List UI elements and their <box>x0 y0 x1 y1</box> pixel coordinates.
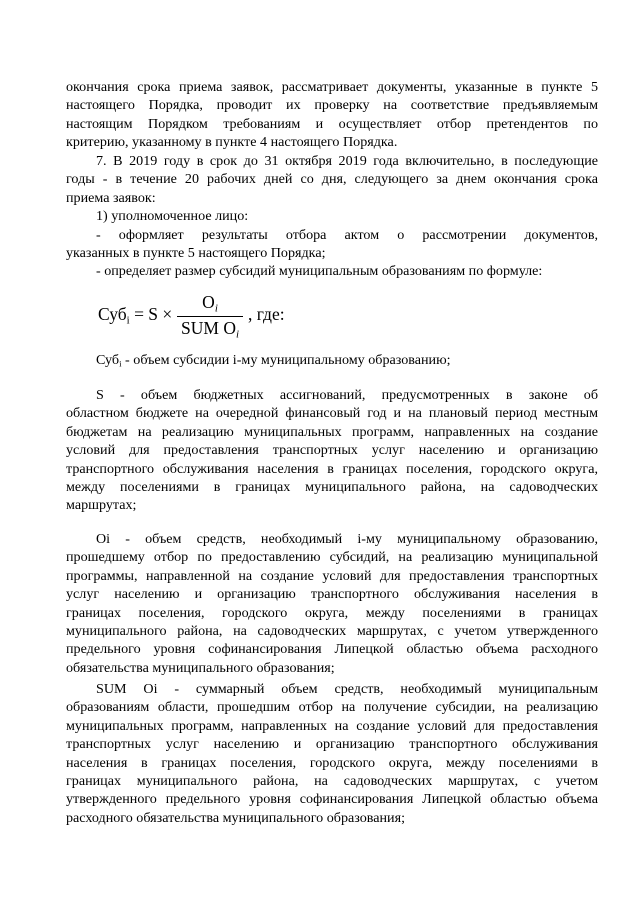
text-line: между поселениями в границах муниципального района, на садоводческих <box>66 479 598 496</box>
text-line: муниципального района, на садоводческих маршрутах, с учетом утвержденного <box>66 623 598 640</box>
text-line: предельного уровня софинансирования Липецкой областью объема расходного <box>66 641 598 658</box>
denominator-main: SUM O <box>181 318 236 338</box>
text-line: услуг населению и организацию транспортного обслуживания населения в <box>66 586 598 603</box>
denominator-sub: i <box>235 328 239 341</box>
numerator-main: O <box>202 292 215 312</box>
text-line: настоящим Порядком требованиям и осуществляет отбор претендентов по <box>66 115 598 132</box>
text-line <box>66 351 598 373</box>
text-line: границах поселения, городского округа, между поселениями в границах <box>66 604 598 621</box>
text-line: S - объем бюджетных ассигнований, предусмотренных в законе об <box>96 387 598 403</box>
text-line: годы - в течение 20 рабочих дней со дня, следующего за днем окончания срока <box>66 171 598 188</box>
text-line: транспортных услуг населению и организацию транспортного обслуживания <box>66 736 598 753</box>
text-line: утвержденного предельного уровня софинансирования Липецкой областью объема <box>66 791 598 808</box>
numerator-sub: i <box>214 302 218 315</box>
term: Суб <box>96 352 120 368</box>
text-line: образованиям области, прошедшим отбор на получение субсидии, на реализацию <box>66 699 598 716</box>
text-line: 7. В 2019 году в срок до 31 октября 2019 года включительно, в последующие <box>96 153 598 169</box>
definition-subsidy <box>66 351 598 373</box>
formula-eq: = S × <box>129 304 177 324</box>
definition-text: - объем субсидии i-му муниципальному образованию; <box>121 352 451 368</box>
text-line: критерию, указанному в пункте 4 настоящего Порядка. <box>66 134 398 151</box>
text-line: обязательства муниципального образования; <box>66 659 335 676</box>
text-line: населения в границах поселения, городского округа, между поселениями в <box>66 754 598 771</box>
formula-lhs <box>98 304 177 326</box>
text-line: программы, направленной на создание условий для предоставления транспортных <box>66 567 598 584</box>
subsidy-formula <box>98 292 358 342</box>
fraction-bar <box>177 316 243 317</box>
formula-tail: , где: <box>248 304 285 324</box>
text-line: границах муниципального района, на садоводческих маршрутах, с учетом <box>66 773 598 790</box>
bullet-line: - оформляет результаты отбора актом о рассмотрении документов, <box>96 226 598 243</box>
text-line: расходного обязательства муниципального образования; <box>66 809 405 826</box>
definition-sum-o <box>66 680 598 827</box>
term-sub: i <box>119 358 122 369</box>
text-line: бюджетам на реализацию муниципальных программ, направленных на создание <box>66 423 598 440</box>
text-line: прошедшему отбор по предоставлению субсидий, на реализацию муниципальной <box>66 549 598 566</box>
formula-lhs-main: Суб <box>98 304 127 324</box>
text-line: SUM Oi - суммарный объем средств, необходимый муниципальным <box>96 681 598 697</box>
text-line: приема заявок: <box>66 189 156 206</box>
text-line: муниципальных программ, направленных на создание условий для предоставления <box>66 717 598 734</box>
bullet-line: указанных в пункте 5 настоящего Порядка; <box>66 245 326 262</box>
paragraph-7 <box>66 152 598 281</box>
text-line: настоящего Порядка, проводит их проверку на соответствие предъявляемым <box>66 97 598 114</box>
list-item-1: 1) уполномоченное лицо: <box>96 208 249 225</box>
formula-numerator <box>175 292 245 314</box>
text-line: окончания срока приема заявок, рассматривает документы, указанные в пункте 5 <box>66 79 598 95</box>
text-line: условий для предоставления транспортных услуг населению и организацию <box>66 442 598 459</box>
text-line: Oi - объем средств, необходимый i-му муниципальному образованию, <box>96 531 598 547</box>
paragraph-continuation <box>66 78 598 152</box>
formula-lhs-sub: i <box>126 314 130 327</box>
text-line: транспортного обслуживания населения в границах поселения, городского округа, <box>66 460 598 477</box>
text-line: областном бюджете на очередной финансовый год и на плановый период местным <box>66 405 598 422</box>
formula-fraction <box>175 292 245 342</box>
text-line: маршрутах; <box>66 497 137 514</box>
definition-o <box>66 530 598 677</box>
formula-denominator <box>175 318 245 340</box>
bullet-line: - определяет размер субсидий муниципальным образованиям по формуле: <box>96 263 543 280</box>
definition-s <box>66 386 598 515</box>
